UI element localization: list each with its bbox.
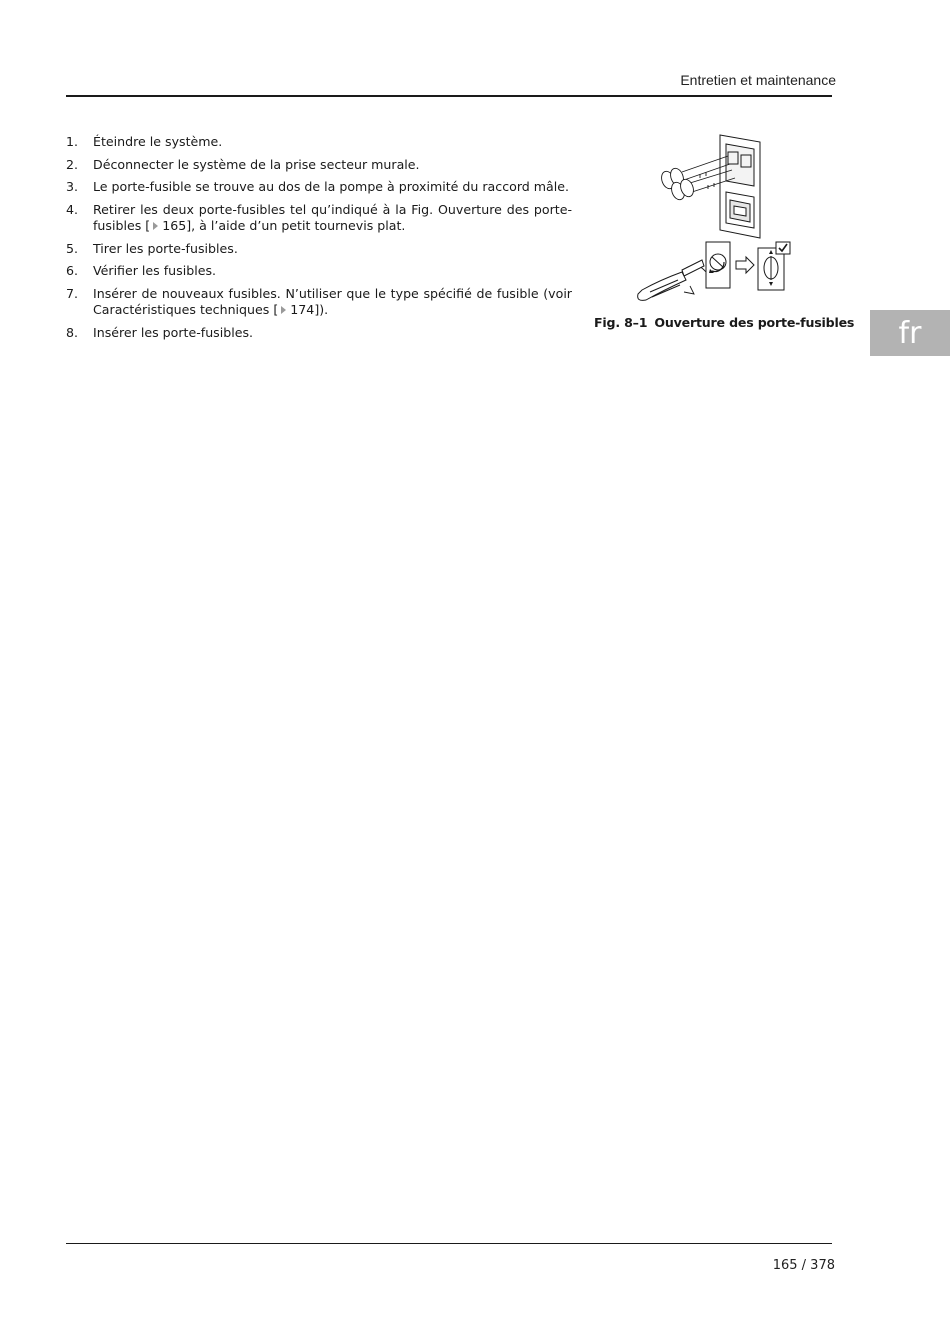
step-number: 3.: [66, 179, 79, 194]
step-number: 1.: [66, 134, 79, 149]
checkmark-icon: [776, 242, 790, 254]
step-text: Le porte-fusible se trouve au dos de la pompe à proximité du raccord mâle.: [93, 179, 570, 194]
step-number: 2.: [66, 156, 79, 172]
cross-reference-page[interactable]: 174: [290, 302, 315, 317]
cross-reference-link[interactable]: [278, 302, 314, 317]
step-number: 5.: [66, 240, 79, 256]
section-title: Entretien et maintenance: [680, 72, 836, 88]
step-item: [66, 286, 572, 319]
screwdriver-illustration: [638, 242, 730, 300]
step-number: 8.: [66, 324, 79, 340]
figure-number: Fig. 8–1: [594, 315, 648, 330]
page-ref-icon: [153, 222, 158, 230]
step-text: Tirer les porte-fusibles.: [93, 240, 238, 256]
arrow-right-icon: [736, 257, 754, 273]
step-item: [66, 325, 572, 342]
step-item: [66, 263, 572, 280]
language-tab[interactable]: fr: [870, 310, 950, 356]
step-item: [66, 179, 572, 196]
fuse-holder-figure: [620, 130, 800, 315]
step-number: 6.: [66, 263, 79, 278]
step-text-before: Retirer les deux porte-fusibles tel qu’indiqué à la Fig. Ouverture des porte-fusibles [: [93, 201, 572, 233]
step-text: Éteindre le système.: [93, 134, 223, 149]
step-number: 7.: [66, 285, 79, 301]
step-text: Insérer les porte-fusibles.: [93, 324, 254, 340]
procedure-steps: [66, 134, 572, 347]
cross-reference-link[interactable]: [150, 218, 186, 233]
step-text-after: ], à l’aide d’un petit tournevis plat.: [186, 218, 406, 233]
fuse-holder-illustration: [659, 135, 760, 238]
step-text: Déconnecter le système de la prise secteur murale.: [93, 156, 420, 172]
figure-title: Ouverture des porte-fusibles: [654, 315, 855, 330]
figure-caption: [594, 315, 854, 330]
step-item: [66, 241, 572, 258]
page-ref-icon: [281, 306, 286, 314]
step-text: Vérifier les fusibles.: [93, 263, 217, 278]
step-number: 4.: [66, 201, 79, 217]
footer-divider: [66, 1243, 832, 1244]
step-item: [66, 157, 572, 174]
step-text-after: ]).: [314, 302, 329, 317]
header-divider: [66, 95, 832, 97]
step-text-before: Insérer de nouveaux fusibles. N’utiliser que le type spécifié de fusible (voir Caractéristiques techniques [: [93, 285, 572, 317]
step-item: [66, 134, 572, 151]
step-text: [93, 202, 572, 235]
step-item: [66, 202, 572, 235]
cross-reference-page[interactable]: 165: [162, 218, 187, 233]
step-text: [93, 286, 572, 319]
page-number: 165 / 378: [772, 1258, 835, 1273]
